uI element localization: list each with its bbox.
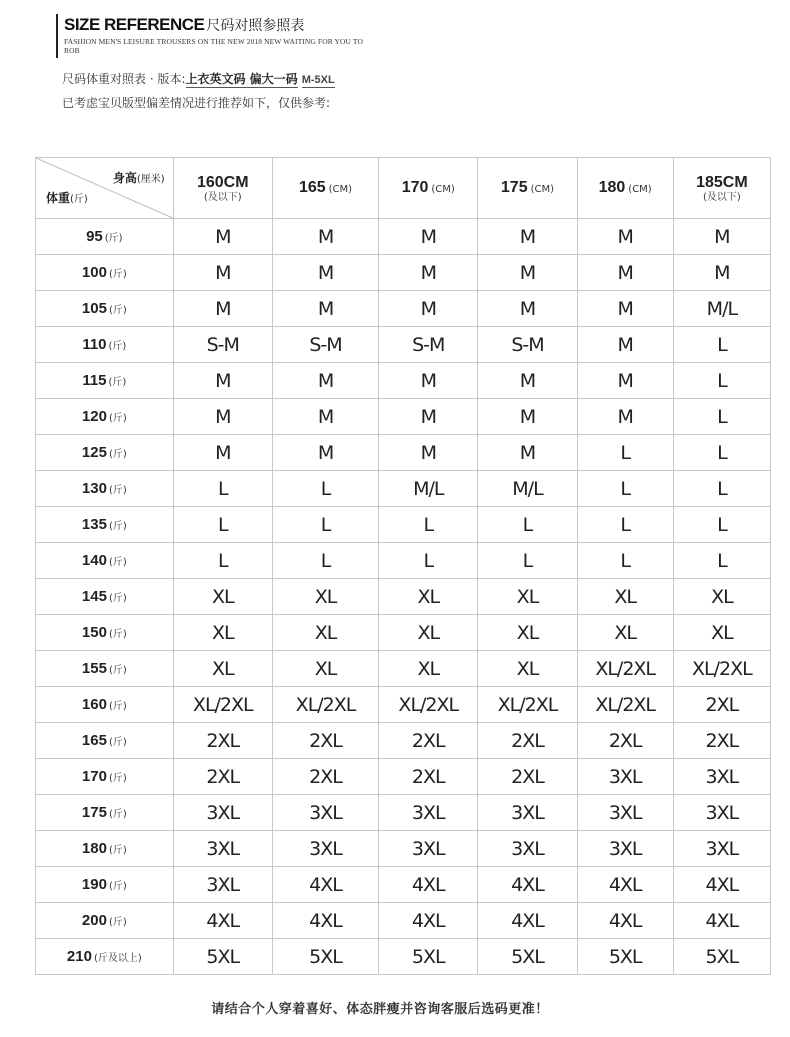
size-cell: XL (379, 579, 478, 615)
size-cell: 2XL (673, 723, 770, 759)
size-cell: L (577, 543, 673, 579)
weight-value: 95 (86, 227, 103, 245)
table-row (36, 939, 771, 975)
size-cell: 5XL (173, 939, 272, 975)
size-cell: 2XL (173, 759, 272, 795)
size-cell: 4XL (673, 903, 770, 939)
size-cell: 2XL (478, 759, 577, 795)
size-cell: 4XL (673, 867, 770, 903)
size-cell: XL/2XL (577, 687, 673, 723)
weight-unit: (斤) (108, 772, 127, 784)
size-cell: M (379, 363, 478, 399)
weight-value: 115 (82, 371, 107, 389)
size-cell: M (577, 327, 673, 363)
weight-value: 100 (81, 263, 107, 281)
table-row (36, 867, 771, 903)
table-row (36, 831, 771, 867)
weight-cell (36, 687, 174, 723)
weight-unit: (斤) (108, 628, 127, 640)
table-row (36, 507, 771, 543)
size-cell: 3XL (173, 795, 272, 831)
weight-unit: (斤) (104, 232, 123, 244)
size-cell: XL (673, 579, 770, 615)
table-row (36, 327, 771, 363)
size-cell: L (272, 471, 378, 507)
size-cell: 3XL (272, 795, 378, 831)
weight-cell (36, 219, 174, 255)
size-cell: XL (478, 579, 577, 615)
size-cell: L (272, 507, 378, 543)
size-cell: M (673, 219, 770, 255)
size-cell: S-M (478, 327, 577, 363)
weight-unit: (斤) (108, 268, 127, 280)
weight-cell (36, 579, 174, 615)
weight-unit: (斤) (108, 736, 127, 748)
size-cell: L (673, 507, 770, 543)
weight-value: 170 (81, 767, 107, 785)
weight-cell (36, 327, 174, 363)
height-axis-label: 身高(厘米) (112, 171, 165, 185)
size-cell: L (577, 507, 673, 543)
size-cell: 3XL (577, 759, 673, 795)
weight-value: 135 (81, 515, 107, 533)
weight-value: 190 (81, 875, 107, 893)
weight-value: 210 (66, 947, 92, 965)
header (56, 14, 396, 58)
size-cell: S-M (379, 327, 478, 363)
size-cell: 4XL (272, 903, 378, 939)
height-header-cell: 175 (CM) (478, 158, 577, 219)
size-cell: L (577, 471, 673, 507)
weight-unit: (斤) (108, 880, 127, 892)
table-row (36, 291, 771, 327)
size-cell: XL (577, 615, 673, 651)
size-cell: XL (272, 615, 378, 651)
weight-unit: (斤) (108, 412, 127, 424)
size-cell: M (173, 363, 272, 399)
size-cell: M/L (673, 291, 770, 327)
weight-value: 130 (81, 479, 107, 497)
size-cell: 2XL (272, 723, 378, 759)
size-cell: M (478, 255, 577, 291)
size-cell: L (173, 507, 272, 543)
size-cell: 2XL (173, 723, 272, 759)
weight-value: 200 (81, 911, 107, 929)
size-cell: 4XL (379, 867, 478, 903)
version-code: M-5XL (301, 74, 335, 86)
size-cell: XL (272, 579, 378, 615)
size-cell: XL (272, 651, 378, 687)
size-cell: M (379, 255, 478, 291)
size-cell: M (379, 435, 478, 471)
weight-cell (36, 723, 174, 759)
size-cell: M/L (478, 471, 577, 507)
height-header-cell: 165 (CM) (272, 158, 378, 219)
size-cell: S-M (173, 327, 272, 363)
size-cell: XL (173, 615, 272, 651)
weight-value: 155 (81, 659, 107, 677)
size-cell: M (577, 255, 673, 291)
size-cell: XL (379, 651, 478, 687)
size-cell: M (272, 291, 378, 327)
weight-unit: (斤) (108, 484, 127, 496)
size-cell: 2XL (478, 723, 577, 759)
table-corner-cell (36, 158, 174, 219)
weight-cell (36, 651, 174, 687)
weight-unit: (斤及以上) (93, 952, 142, 964)
size-cell: L (379, 543, 478, 579)
subtitle: FASHION MEN'S LEISURE TROUSERS ON THE NEW 2018 NEW WAITING FOR YOU TO ROB (64, 37, 363, 55)
table-row (36, 903, 771, 939)
size-cell: L (173, 543, 272, 579)
info-line-note: 已考虑宝贝版型偏差情况进行推荐如下，仅供参考: (62, 96, 331, 110)
size-cell: 5XL (379, 939, 478, 975)
size-cell: S-M (272, 327, 378, 363)
size-cell: XL (173, 579, 272, 615)
weight-unit: (斤) (108, 664, 127, 676)
size-cell: L (379, 507, 478, 543)
size-cell: M (577, 399, 673, 435)
size-cell: 3XL (478, 831, 577, 867)
weight-unit: (斤) (108, 700, 127, 712)
weight-value: 145 (81, 587, 107, 605)
size-cell: XL (379, 615, 478, 651)
page-title (64, 14, 396, 37)
weight-value: 140 (81, 551, 107, 569)
size-cell: 5XL (272, 939, 378, 975)
size-cell: 3XL (673, 795, 770, 831)
size-cell: M (478, 219, 577, 255)
size-cell: XL/2XL (173, 687, 272, 723)
size-cell: 4XL (272, 867, 378, 903)
weight-axis-label: 体重(斤) (46, 191, 88, 205)
weight-value: 120 (81, 407, 107, 425)
table-row (36, 363, 771, 399)
weight-unit: (斤) (108, 376, 127, 388)
table-header-row (36, 158, 771, 219)
size-cell: 3XL (173, 831, 272, 867)
size-cell: 2XL (673, 687, 770, 723)
weight-cell (36, 255, 174, 291)
table-row (36, 543, 771, 579)
weight-unit: (斤) (108, 844, 127, 856)
size-cell: 5XL (577, 939, 673, 975)
table-row (36, 759, 771, 795)
size-cell: XL (478, 615, 577, 651)
size-cell: 2XL (272, 759, 378, 795)
size-cell: 2XL (379, 759, 478, 795)
size-cell: 5XL (478, 939, 577, 975)
size-cell: M (577, 363, 673, 399)
weight-cell (36, 903, 174, 939)
weight-cell (36, 795, 174, 831)
size-cell: L (673, 543, 770, 579)
info-prefix: 尺码体重对照表 · 版本: (62, 72, 186, 86)
weight-value: 150 (81, 623, 107, 641)
size-cell: L (673, 399, 770, 435)
table-row (36, 435, 771, 471)
size-cell: 2XL (577, 723, 673, 759)
table-row (36, 723, 771, 759)
weight-unit: (斤) (108, 808, 127, 820)
weight-cell (36, 507, 174, 543)
size-cell: 3XL (272, 831, 378, 867)
weight-cell (36, 363, 174, 399)
weight-cell (36, 471, 174, 507)
weight-unit: (斤) (108, 340, 127, 352)
weight-unit: (斤) (108, 916, 127, 928)
size-cell: 3XL (577, 795, 673, 831)
weight-value: 165 (81, 731, 107, 749)
height-header-cell: 160CM (及以下) (173, 158, 272, 219)
size-cell: M (379, 399, 478, 435)
size-cell: M (272, 435, 378, 471)
table-row (36, 615, 771, 651)
size-cell: M (478, 435, 577, 471)
title-cn: 尺码对照参照表 (206, 18, 305, 34)
size-cell: 3XL (577, 831, 673, 867)
size-cell: L (478, 507, 577, 543)
title-en: SIZE REFERENCE (64, 15, 205, 34)
size-cell: M (173, 291, 272, 327)
weight-cell (36, 831, 174, 867)
size-cell: M (478, 291, 577, 327)
height-header-cell: 170 (CM) (379, 158, 478, 219)
size-cell: L (673, 363, 770, 399)
size-table-body (36, 219, 771, 975)
size-cell: M (478, 363, 577, 399)
height-header-cell: 185CM (及以下) (673, 158, 770, 219)
weight-unit: (斤) (108, 556, 127, 568)
size-cell: XL (577, 579, 673, 615)
table-row (36, 255, 771, 291)
size-cell: XL (673, 615, 770, 651)
weight-cell (36, 759, 174, 795)
weight-value: 110 (82, 335, 107, 353)
size-cell: XL/2XL (379, 687, 478, 723)
size-cell: 4XL (478, 867, 577, 903)
diagonal-line (36, 158, 173, 218)
weight-cell (36, 543, 174, 579)
weight-cell (36, 615, 174, 651)
size-cell: XL/2XL (673, 651, 770, 687)
size-cell: M/L (379, 471, 478, 507)
size-cell: M (577, 291, 673, 327)
table-row (36, 795, 771, 831)
size-cell: M (272, 255, 378, 291)
size-cell: M (379, 291, 478, 327)
size-cell: M (272, 399, 378, 435)
footer-note: 请结合个人穿着喜好、体态胖瘦并咨询客服后选码更准！ (211, 1002, 549, 1017)
info-line-version (62, 71, 335, 88)
size-cell: 3XL (673, 759, 770, 795)
weight-unit: (斤) (108, 448, 127, 460)
size-cell: XL/2XL (272, 687, 378, 723)
size-cell: M (673, 255, 770, 291)
weight-value: 125 (81, 443, 107, 461)
size-cell: XL (173, 651, 272, 687)
size-cell: M (272, 219, 378, 255)
size-cell: L (673, 471, 770, 507)
table-row (36, 471, 771, 507)
size-cell: 5XL (673, 939, 770, 975)
size-cell: M (173, 435, 272, 471)
table-row (36, 651, 771, 687)
size-cell: 3XL (379, 795, 478, 831)
size-cell: XL (478, 651, 577, 687)
weight-cell (36, 291, 174, 327)
size-cell: M (173, 219, 272, 255)
size-cell: L (173, 471, 272, 507)
size-cell: 3XL (478, 795, 577, 831)
height-header-cell: 180 (CM) (577, 158, 673, 219)
size-cell: 4XL (577, 867, 673, 903)
size-cell: 4XL (577, 903, 673, 939)
size-cell: M (379, 219, 478, 255)
size-cell: L (478, 543, 577, 579)
weight-cell (36, 435, 174, 471)
table-row (36, 687, 771, 723)
weight-value: 105 (81, 299, 107, 317)
size-cell: L (673, 327, 770, 363)
weight-unit: (斤) (108, 592, 127, 604)
size-cell: 4XL (478, 903, 577, 939)
size-cell: M (173, 399, 272, 435)
size-cell: 3XL (379, 831, 478, 867)
table-row (36, 579, 771, 615)
weight-cell (36, 399, 174, 435)
size-cell: M (272, 363, 378, 399)
size-cell: M (173, 255, 272, 291)
size-cell: 3XL (173, 867, 272, 903)
version-label: 上衣英文码 偏大一码 (185, 72, 298, 86)
weight-cell (36, 939, 174, 975)
size-cell: M (577, 219, 673, 255)
weight-unit: (斤) (108, 520, 127, 532)
size-cell: M (478, 399, 577, 435)
weight-cell (36, 867, 174, 903)
size-cell: L (272, 543, 378, 579)
size-cell: 2XL (379, 723, 478, 759)
size-cell: L (673, 435, 770, 471)
weight-unit: (斤) (108, 304, 127, 316)
table-row (36, 219, 771, 255)
size-cell: XL/2XL (577, 651, 673, 687)
weight-value: 160 (81, 695, 107, 713)
table-row (36, 399, 771, 435)
size-cell: 4XL (173, 903, 272, 939)
size-cell: 4XL (379, 903, 478, 939)
size-table (35, 157, 771, 975)
size-cell: 3XL (673, 831, 770, 867)
weight-value: 175 (81, 803, 107, 821)
size-cell: L (577, 435, 673, 471)
weight-value: 180 (81, 839, 107, 857)
size-cell: XL/2XL (478, 687, 577, 723)
